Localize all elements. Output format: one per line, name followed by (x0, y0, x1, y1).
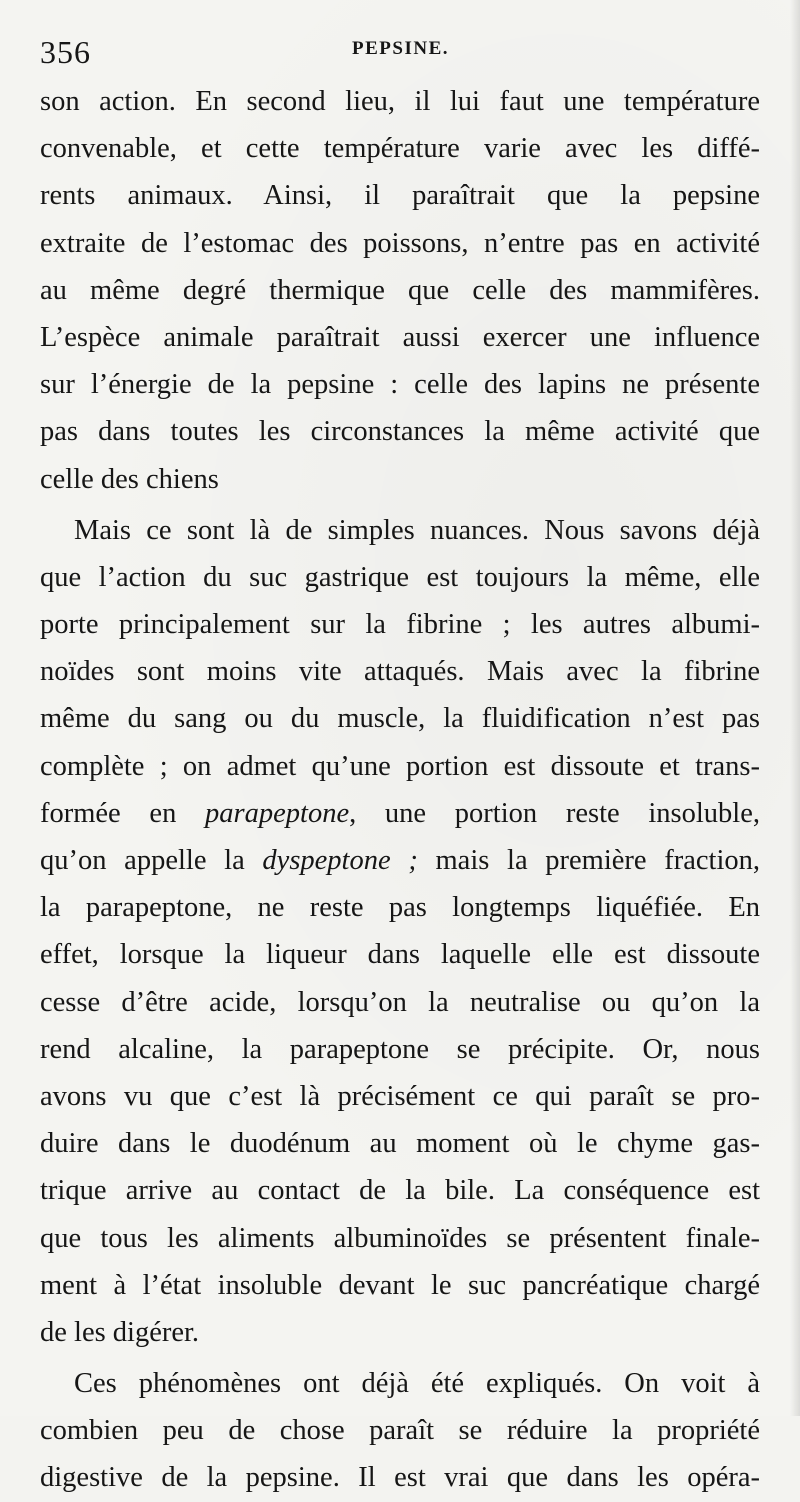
text-line: L’espèce animale paraîtrait aussi exercer une influence (40, 321, 760, 353)
text-line: Ces phénomènes ont déjà été expliqués. On voit à (74, 1368, 760, 1400)
text-line: que tous les aliments albuminoïdes se présentent finale- (40, 1222, 760, 1254)
text-segment: formée en (40, 797, 206, 829)
text-line: rents animaux. Ainsi, il paraîtrait que la pepsine (40, 180, 760, 212)
text-segment: , une portion reste insoluble, (349, 797, 760, 829)
text-line: trique arrive au contact de la bile. La conséquence est (40, 1175, 760, 1207)
text-line: que l’action du suc gastrique est toujours la même, elle (40, 561, 760, 593)
text-line: de les digérer. (40, 1316, 200, 1348)
text-line: sur l’énergie de la pepsine : celle des lapins ne présente (40, 369, 760, 401)
text-line: même du sang ou du muscle, la fluidification n’est pas (40, 703, 760, 735)
text-line-parapeptone (40, 790, 760, 837)
text-line: au même degré thermique que celle des mammifères. (40, 274, 760, 306)
running-title: PEPSINE. (352, 38, 449, 59)
text-line: complète ; on admet qu’une portion est dissoute et trans- (40, 750, 760, 782)
text-line: avons vu que c’est là précisément ce qui paraît se pro- (40, 1080, 760, 1112)
text-line: pas dans toutes les circonstances la même activité que (40, 416, 760, 448)
text-line: la parapeptone, ne reste pas longtemps liquéfiée. En (40, 892, 760, 924)
text-line: effet, lorsque la liqueur dans laquelle elle est dissoute (40, 939, 760, 971)
page-edge-shadow (790, 0, 800, 1416)
text-line: duire dans le duodénum au moment où le chyme gas- (40, 1128, 760, 1160)
text-line: cesse d’être acide, lorsqu’on la neutralise ou qu’on la (40, 986, 760, 1018)
text-line: digestive de la pepsine. Il est vrai que dans les opéra- (40, 1462, 760, 1494)
text-line: convenable, et cette température varie avec les diffé- (40, 133, 760, 165)
italic-term-dyspeptone: dyspeptone ; (262, 845, 418, 876)
text-line: porte principalement sur la fibrine ; les autres albumi- (40, 609, 760, 641)
italic-term-parapeptone: parapeptone (205, 797, 350, 829)
text-line: ment à l’état insoluble devant le suc pancréatique chargé (40, 1269, 760, 1301)
text-line: combien peu de chose paraît se réduire la propriété (40, 1415, 760, 1447)
body-text (40, 78, 760, 1502)
text-line: noïdes sont moins vite attaqués. Mais avec la fibrine (40, 656, 760, 688)
text-segment: mais la première fraction, (417, 845, 760, 876)
page-number: 356 (40, 34, 91, 70)
text-line: celle des chiens (40, 463, 219, 495)
text-line: son action. En second lieu, il lui faut une température (40, 86, 760, 117)
text-segment: qu’on appelle la (40, 845, 263, 876)
text-line: rend alcaline, la parapeptone se précipite. Or, nous (40, 1033, 760, 1065)
text-line: Mais ce sont là de simples nuances. Nous savons déjà (74, 514, 760, 546)
text-line-dyspeptone (40, 837, 760, 884)
page-header (40, 30, 760, 74)
text-line: extraite de l’estomac des poissons, n’entre pas en activité (40, 227, 760, 259)
